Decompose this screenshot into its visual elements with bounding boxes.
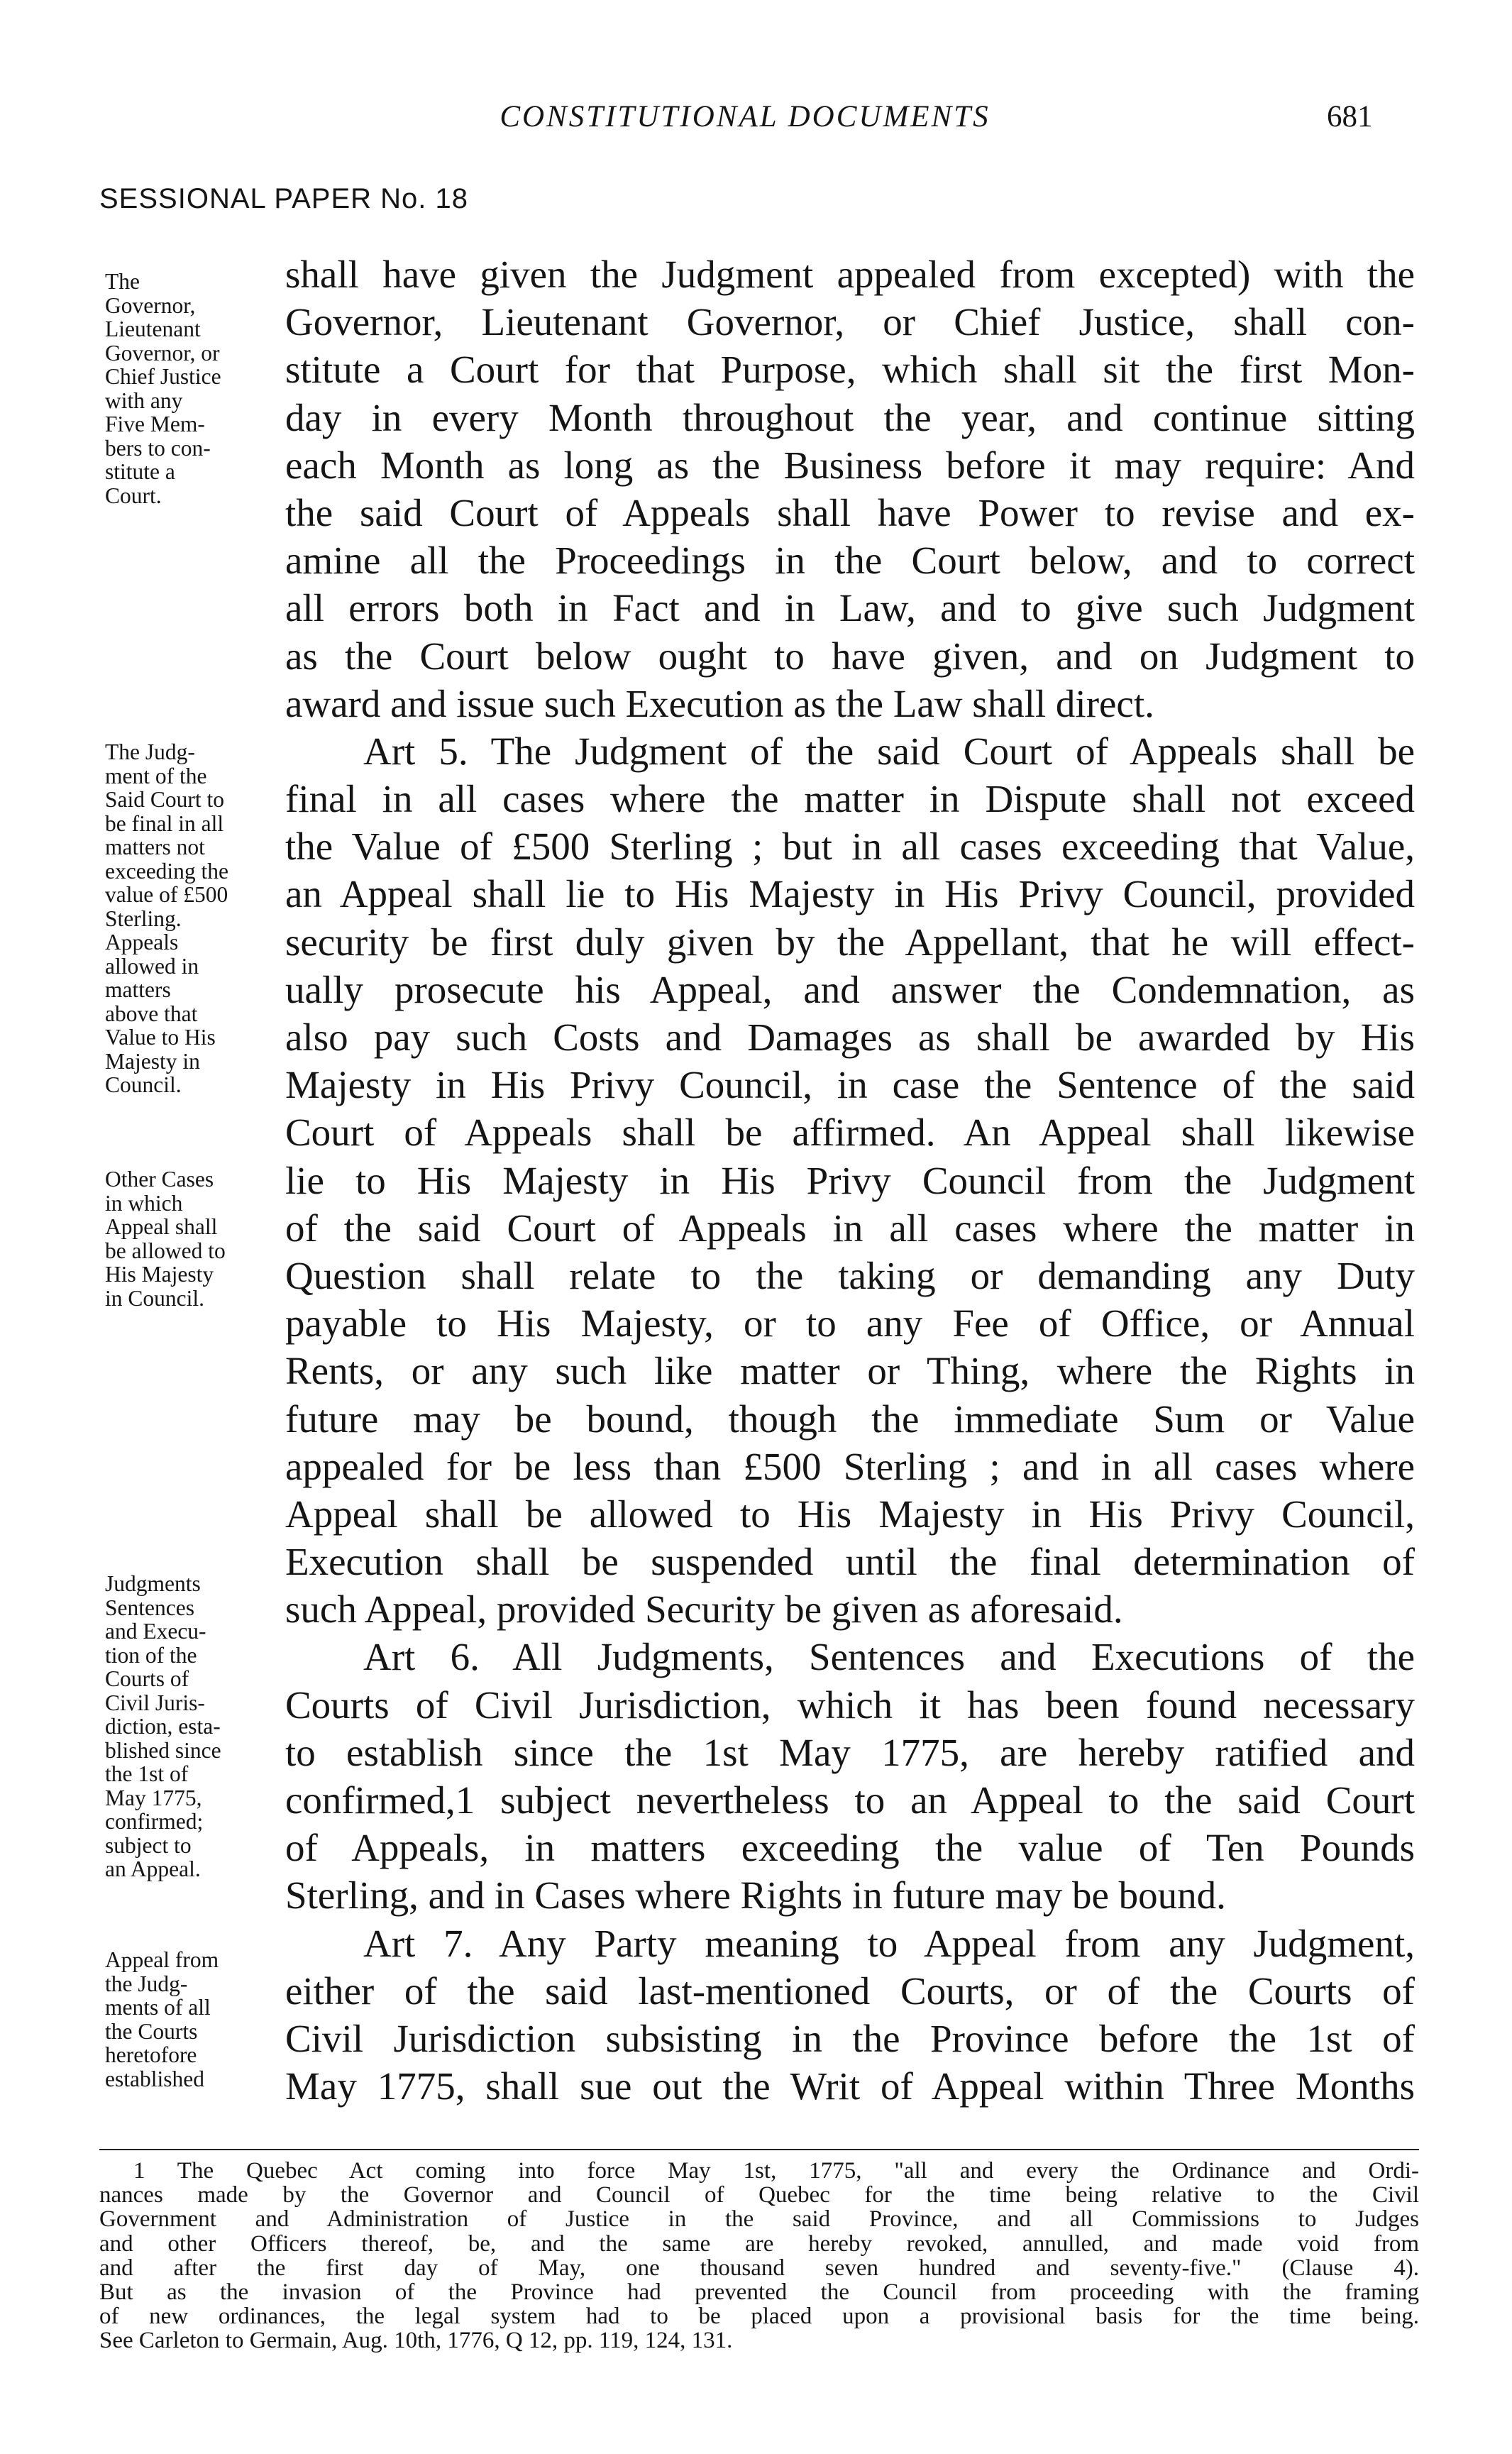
- body-line: lie to His Majesty in His Privy Council from the Judgment: [285, 1158, 1415, 1202]
- margin-note-line: Courts of: [105, 1666, 189, 1691]
- margin-note-line: diction, esta-: [105, 1714, 221, 1739]
- margin-note-line: Lieutenant: [105, 317, 201, 341]
- running-title: CONSTITUTIONAL DOCUMENTS: [500, 100, 990, 133]
- body-line: May 1775, shall sue out the Writ of Appeal within Three Months: [285, 2064, 1415, 2108]
- footnote-line: See Carleton to Germain, Aug. 10th, 1776, Q 12, pp. 119, 124, 131.: [99, 2328, 733, 2354]
- margin-note-line: be allowed to: [105, 1238, 226, 1263]
- margin-note: [105, 740, 293, 1097]
- margin-note-line: blished since: [105, 1737, 221, 1763]
- footnote-line: But as the invasion of the Province had prevented the Council from proceeding with the framing: [99, 2279, 1419, 2305]
- body-line: day in every Month throughout the year, and continue sitting: [285, 395, 1415, 439]
- margin-note-line: Sterling.: [105, 906, 182, 931]
- body-line: to establish since the 1st May 1775, are hereby ratified and: [285, 1730, 1415, 1774]
- margin-note-line: in which: [105, 1190, 183, 1216]
- footnote-line: Government and Administration of Justice in the said Province, and all Commissions to Judges: [99, 2206, 1419, 2233]
- body-line: award and issue such Execution as the Law shall direct.: [285, 681, 1154, 725]
- article-7-start: Art 7. Any Party meaning to Appeal from any Judgment,: [363, 1921, 1415, 1965]
- margin-note-line: The Judg-: [105, 739, 195, 764]
- margin-note-line: subject to: [105, 1832, 192, 1858]
- margin-note-line: value of £500: [105, 882, 228, 907]
- margin-note-line: His Majesty: [105, 1262, 214, 1287]
- margin-note-line: established: [105, 2066, 204, 2091]
- margin-note-line: an Appeal.: [105, 1856, 201, 1881]
- margin-note-line: the 1st of: [105, 1761, 189, 1786]
- margin-note-line: Other Cases: [105, 1167, 214, 1192]
- margin-note-line: matters not: [105, 835, 205, 859]
- body-line: either of the said last-mentioned Courts, or of the Courts of: [285, 1969, 1415, 2013]
- margin-note-line: above that: [105, 1001, 198, 1026]
- margin-note-line: matters: [105, 977, 171, 1002]
- margin-note-line: Governor, or: [105, 340, 220, 365]
- margin-note-line: Appeal from: [105, 1947, 219, 1972]
- margin-note-line: the Courts: [105, 2018, 198, 2044]
- margin-note-line: heretofore: [105, 2042, 197, 2067]
- footnote-line: nances made by the Governor and Council of Quebec for the time being relative to the Civil: [99, 2182, 1419, 2208]
- body-text: [285, 251, 1415, 2110]
- margin-note: [105, 1167, 293, 1310]
- margin-note: [105, 1572, 293, 1881]
- body-line: of Appeals, in matters exceeding the value of Ten Pounds: [285, 1826, 1415, 1870]
- body-line: of the said Court of Appeals in all cases where the matter in: [285, 1206, 1415, 1250]
- margin-note-line: bers to con-: [105, 435, 211, 461]
- margin-note-line: The: [105, 269, 140, 294]
- margin-note-line: Judgments: [105, 1571, 201, 1596]
- margin-note-line: confirmed;: [105, 1809, 204, 1834]
- margin-note-line: Chief Justice: [105, 364, 221, 389]
- body-line: confirmed,1 subject nevertheless to an Appeal to the said Court: [285, 1778, 1415, 1822]
- body-line: amine all the Proceedings in the Court below, and to correct: [285, 539, 1415, 583]
- footnote-line: 1 The Quebec Act coming into force May 1st, 1775, "all and every the Ordinance and Ordi-: [133, 2158, 1419, 2184]
- body-line: shall have given the Judgment appealed from excepted) with the: [285, 253, 1415, 296]
- margin-note-line: ments of all: [105, 1995, 211, 2020]
- body-line: final in all cases where the matter in Dispute shall not exceed: [285, 777, 1415, 821]
- body-line: future may be bound, though the immediate Sum or Value: [285, 1397, 1415, 1441]
- margin-note: [105, 270, 293, 507]
- body-line: ually prosecute his Appeal, and answer the Condemnation, as: [285, 967, 1415, 1011]
- body-line: Sterling, and in Cases where Rights in future may be bound.: [285, 1873, 1226, 1917]
- margin-note-line: Five Mem-: [105, 412, 205, 436]
- article-5-start: Art 5. The Judgment of the said Court of Appeals shall be: [363, 729, 1415, 773]
- body-line: Execution shall be suspended until the final determination of: [285, 1540, 1415, 1584]
- margin-note-line: allowed in: [105, 953, 199, 979]
- margin-note-line: and Execu-: [105, 1619, 206, 1644]
- footnote: [99, 2159, 1419, 2353]
- body-line: as the Court below ought to have given, and on Judgment to: [285, 634, 1415, 678]
- footnote-line: and other Officers thereof, be, and the same are hereby revoked, annulled, and made void from: [99, 2230, 1419, 2257]
- margin-note-line: Appeal shall: [105, 1214, 218, 1239]
- margin-note-line: in Council.: [105, 1285, 204, 1311]
- margin-note-line: ment of the: [105, 763, 207, 788]
- running-head: [0, 99, 1512, 142]
- body-line: Courts of Civil Jurisdiction, which it has been found necessary: [285, 1683, 1415, 1727]
- body-line: payable to His Majesty, or to any Fee of Office, or Annual: [285, 1302, 1415, 1346]
- body-line: an Appeal shall lie to His Majesty in His Privy Council, provided: [285, 872, 1415, 916]
- body-line: Appeal shall be allowed to His Majesty in His Privy Council,: [285, 1492, 1415, 1536]
- sessional-paper-label: SESSIONAL PAPER No. 18: [99, 183, 468, 214]
- margin-note-line: stitute a: [105, 459, 175, 484]
- margin-note-line: Appeals: [105, 930, 179, 954]
- margin-note-line: Value to His: [105, 1025, 216, 1050]
- margin-note-line: Civil Juris-: [105, 1690, 205, 1715]
- margin-note-line: Council.: [105, 1072, 182, 1097]
- margin-note-line: tion of the: [105, 1642, 197, 1668]
- footnote-rule: [99, 2149, 1419, 2150]
- margin-note-line: Sentences: [105, 1595, 194, 1620]
- margin-note-line: exceeding the: [105, 858, 229, 884]
- body-line: Question shall relate to the taking or demanding any Duty: [285, 1253, 1415, 1297]
- margin-note-line: Majesty in: [105, 1048, 200, 1074]
- body-line: appealed for be less than £500 Sterling ; and in all cases where: [285, 1444, 1415, 1488]
- footnote-line: of new ordinances, the legal system had to be placed upon a provisional basis for the time being.: [99, 2304, 1419, 2330]
- body-line: stitute a Court for that Purpose, which shall sit the first Mon-: [285, 348, 1415, 392]
- body-line: the said Court of Appeals shall have Power to revise and ex-: [285, 490, 1415, 534]
- margin-note-line: May 1775,: [105, 1785, 202, 1810]
- body-line: Majesty in His Privy Council, in case the Sentence of the said: [285, 1063, 1415, 1107]
- margin-note-line: the Judg-: [105, 1971, 188, 1996]
- body-line: also pay such Costs and Damages as shall be awarded by His: [285, 1016, 1415, 1059]
- body-line: security be first duly given by the Appellant, that he will effect-: [285, 920, 1415, 964]
- footnote-line: and after the first day of May, one thousand seven hundred and seventy-five." (Clause 4).: [99, 2255, 1419, 2281]
- body-line: Court of Appeals shall be affirmed. An Appeal shall likewise: [285, 1111, 1415, 1155]
- page-number: 681: [1327, 100, 1373, 133]
- body-line: Rents, or any such like matter or Thing, where the Rights in: [285, 1349, 1415, 1393]
- margin-note-line: Governor,: [105, 292, 196, 318]
- body-line: the Value of £500 Sterling ; but in all cases exceeding that Value,: [285, 825, 1415, 869]
- margin-note-line: be final in all: [105, 810, 224, 836]
- body-line: each Month as long as the Business before it may require: And: [285, 443, 1415, 487]
- margin-note-line: Court.: [105, 483, 162, 508]
- article-6-start: Art 6. All Judgments, Sentences and Executions of the: [363, 1635, 1415, 1679]
- body-line: Civil Jurisdiction subsisting in the Province before the 1st of: [285, 2016, 1415, 2060]
- body-line: such Appeal, provided Security be given as aforesaid.: [285, 1588, 1123, 1632]
- body-line: Governor, Lieutenant Governor, or Chief Justice, shall con-: [285, 300, 1415, 344]
- margin-note-line: Said Court to: [105, 787, 225, 812]
- body-line: all errors both in Fact and in Law, and to give such Judgment: [285, 586, 1415, 630]
- margin-note-line: with any: [105, 387, 183, 413]
- margin-note: [105, 1948, 293, 2091]
